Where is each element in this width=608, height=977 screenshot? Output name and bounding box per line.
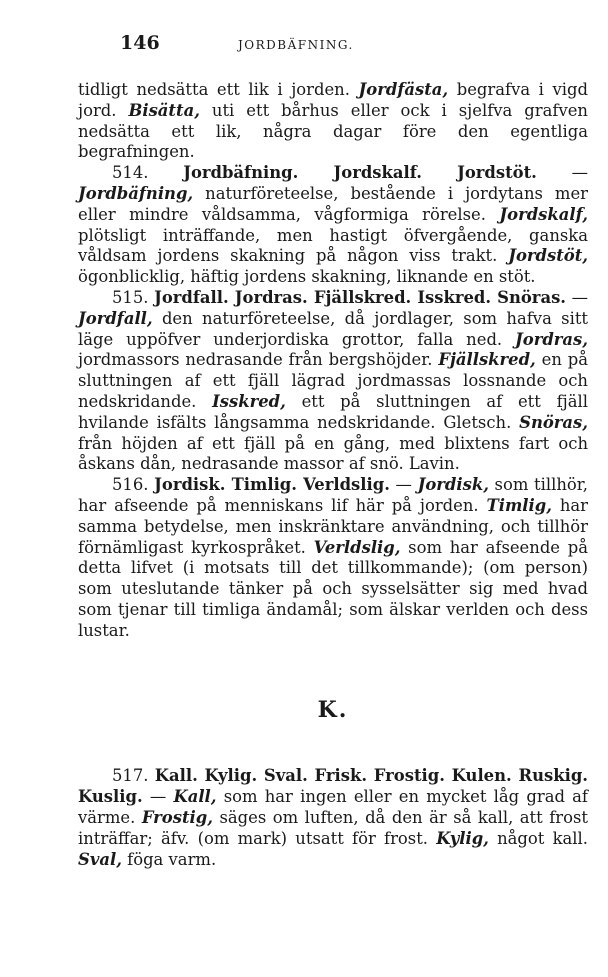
defined-term: Jordskalf, <box>499 204 588 224</box>
text-segment: — <box>142 787 174 807</box>
entry-517 <box>78 766 588 870</box>
body-text <box>78 80 588 870</box>
entry-514 <box>78 163 588 288</box>
defined-term: Fjällskred, <box>438 350 536 370</box>
text-segment: uti ett bårhus eller ock i sjelfva grafven nedsätta ett lik, några dagar före den egentliga begrafningen. <box>78 100 588 162</box>
headword: Jordfall. Jordras. Fjällskred. Isskred. Snöras. <box>154 287 567 307</box>
defined-term: Jordfästa, <box>358 80 449 99</box>
text-segment: har samma betydelse, men inskränktare användning, och tillhör förnämligast kyrkospråket. <box>78 495 588 557</box>
text-segment: jordmassors nedrasande från bergshöjder. <box>78 350 439 370</box>
paragraph-continuation <box>78 80 588 163</box>
text-segment: — <box>566 287 588 307</box>
defined-term: Jordisk, <box>417 475 489 495</box>
text-segment: en på sluttningen af ett fjäll lägrad jordmassas lossnande och nedskridande. <box>78 350 588 411</box>
defined-term: Frostig, <box>141 807 213 827</box>
text-segment: den naturföreteelse, då jordlager, som hafva sitt läge uppöfver underjordiska grottor, falla ned. <box>78 308 588 349</box>
defined-term: Bisätta, <box>128 100 200 120</box>
defined-term: Snöras, <box>519 412 588 432</box>
text-segment: från höjden af ett fjäll på en gång, med blixtens fart och åskans dån, nedrasande massor af snö. Lavin. <box>78 433 588 474</box>
text-segment: som tillhör, har afseende på menniskans lif här på jorden. <box>78 475 588 515</box>
section-letter-heading: K. <box>317 696 349 723</box>
entry-516 <box>78 475 588 641</box>
entry-515 <box>78 288 588 475</box>
defined-term: Timlig, <box>486 495 552 515</box>
text-segment: föga varm. <box>121 849 217 869</box>
text-segment: begrafva i vigd jord. <box>78 80 588 120</box>
page-number: 146 <box>120 32 160 54</box>
book-page <box>78 32 588 870</box>
page-header <box>78 32 588 62</box>
headword: Kall. Kylig. Sval. Frisk. Frostig. Kulen. Ruskig. Kuslig. <box>78 766 588 807</box>
text-segment: något kall. <box>488 828 588 848</box>
headword: Jordbäfning. Jordskalf. Jordstöt. <box>183 163 537 183</box>
defined-term: Jordfall, <box>78 308 153 328</box>
entry-number: 517. <box>112 766 155 786</box>
defined-term: Kylig, <box>436 828 489 848</box>
defined-term: Jordras, <box>515 329 588 349</box>
text-segment: — <box>389 475 418 495</box>
text-segment: som har ingen eller en mycket låg grad af värme. <box>78 787 588 827</box>
defined-term: Kall, <box>173 787 217 807</box>
defined-term: Jordbäfning, <box>78 183 194 203</box>
text-segment: — <box>536 163 588 183</box>
text-segment: säges om luften, då den är så kall, att frost inträffar; äfv. (om mark) utsatt för frost. <box>78 807 588 848</box>
running-head: JORDBÄFNING. <box>238 38 354 52</box>
defined-term: Sval, <box>78 849 122 869</box>
defined-term: Jordstöt, <box>508 246 588 266</box>
text-segment: ögonblicklig, häftig jordens skakning, liknande en stöt. <box>78 267 536 287</box>
entry-number: 515. <box>112 287 155 307</box>
headword: Jordisk. Timlig. Verldslig. <box>154 475 390 495</box>
text-segment: ett på sluttningen af ett fjäll hvilande isfälts långsamma nedskridande. Gletsch. <box>78 391 588 432</box>
defined-term: Isskred, <box>212 391 286 411</box>
entry-number: 516. <box>112 475 155 495</box>
text-segment: tidligt nedsätta ett lik i jorden. <box>78 80 359 99</box>
text-segment: naturföreteelse, bestående i jordytans mer eller mindre våldsamma, vågformiga rörelse. <box>78 183 588 224</box>
defined-term: Verldslig, <box>313 537 401 557</box>
text-segment: som har afseende på detta lifvet (i motsats till det tillkommande); (om person) som uteslutande tänker på och sysselsätter sig med hvad som tjenar till timliga ändamål; som älskar verlden och dess lustar. <box>78 537 588 640</box>
entry-number: 514. <box>112 163 184 183</box>
text-segment: plötsligt inträffande, men hastigt öfvergående, ganska våldsam jordens skakning på någon viss trakt. <box>78 225 588 266</box>
